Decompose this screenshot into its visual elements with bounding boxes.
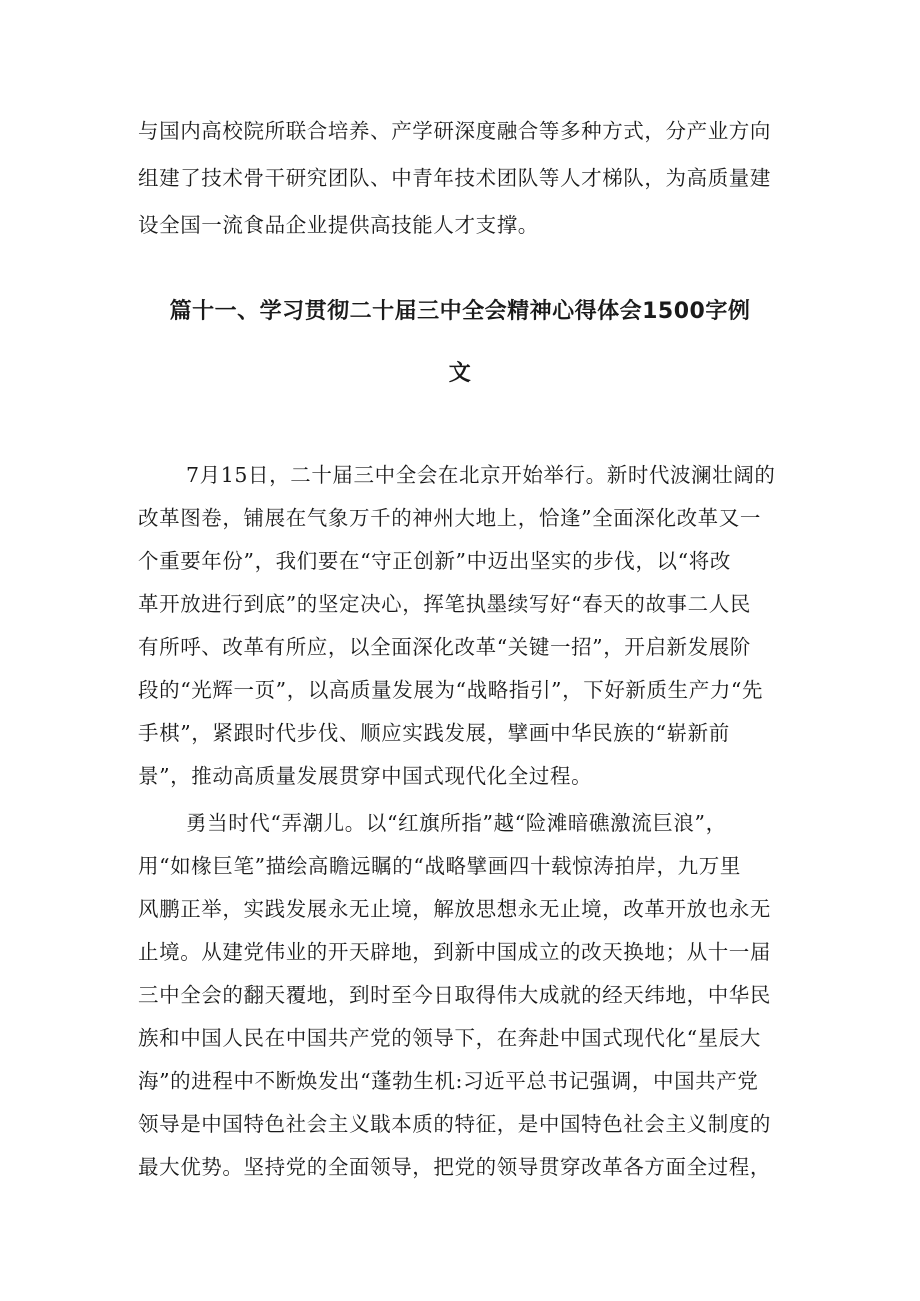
paragraph-line: 有所呼、改革有所应，以全面深化改革“关键一招”，开启新发展阶 [138, 635, 751, 659]
paragraph-line: 族和中国人民在中国共产党的领导下，在奔赴中国式现代化“星辰大 [138, 1026, 761, 1050]
paragraph-line: 领导是中国特色社会主义戢本质的特征，是中国特色社会主义制度的 [138, 1112, 771, 1136]
paragraph-line: 景”，推动高质量发展贯穿中国式现代化全过程。 [138, 764, 593, 788]
intro-line: 设全国一流食品企业提供高技能人才支撑。 [138, 213, 539, 237]
paragraph-line: 止境。从建党伟业的开天辟地，到新中国成立的改天换地；从十一届 [138, 940, 771, 964]
paragraph-line: 改革图卷，铺展在气象万千的神州大地上，恰逢”全面深化改革又一 [138, 506, 761, 530]
paragraph-line: 革开放进行到底”的坚定决心，挥笔执墨续写好“春天的故事二人民 [138, 592, 751, 616]
intro-line: 与国内高校院所联合培养、产学研深度融合等多种方式，分产业方向 [138, 119, 771, 143]
paragraph-line: 海”的进程中不断焕发出“蓬勃生机:习近平总书记强调，中国共产党 [138, 1069, 759, 1093]
paragraph-line: 风鹏正举，实践发展永无止境，解放思想永无止境，改革开放也永无 [138, 897, 771, 921]
section-heading: 文 [448, 361, 472, 386]
paragraph-line: 三中全会的翻天覆地，到时至今日取得伟大成就的经天纬地，中华民 [138, 983, 771, 1007]
intro-line: 组建了技术骨干研究团队、中青年技术团队等人才梯队，为高质量建 [138, 166, 771, 190]
paragraph-line: 勇当时代“弄潮儿。以“红旗所指”越“险滩暗礁激流巨浪”， [186, 811, 727, 835]
paragraph-line: 段的“光辉一页”，以高质量发展为“战略指引”，下好新质生产力“先 [138, 678, 764, 702]
paragraph-line: 手棋”，紧跟时代步伐、顺应实践发展，擘画中华民族的“崭新前 [138, 721, 730, 745]
paragraph-line: 用“如椽巨笔”描绘高瞻远瞩的“战略擘画四十载惊涛拍岸，九万里 [138, 854, 741, 878]
section-heading: 篇十一、学习贯彻二十届三中全会精神心得体会1500字例 [169, 299, 751, 324]
paragraph-line: 个重要年份”，我们要在“守正创新”中迈出坚实的步伐，以“将改 [138, 549, 731, 573]
paragraph-line: 7月15日，二十届三中全会在北京开始举行。新时代波澜壮阔的 [186, 463, 776, 487]
paragraph-line: 最大优势。坚持党的全面领导，把党的领导贯穿改革各方面全过程， [138, 1155, 771, 1179]
